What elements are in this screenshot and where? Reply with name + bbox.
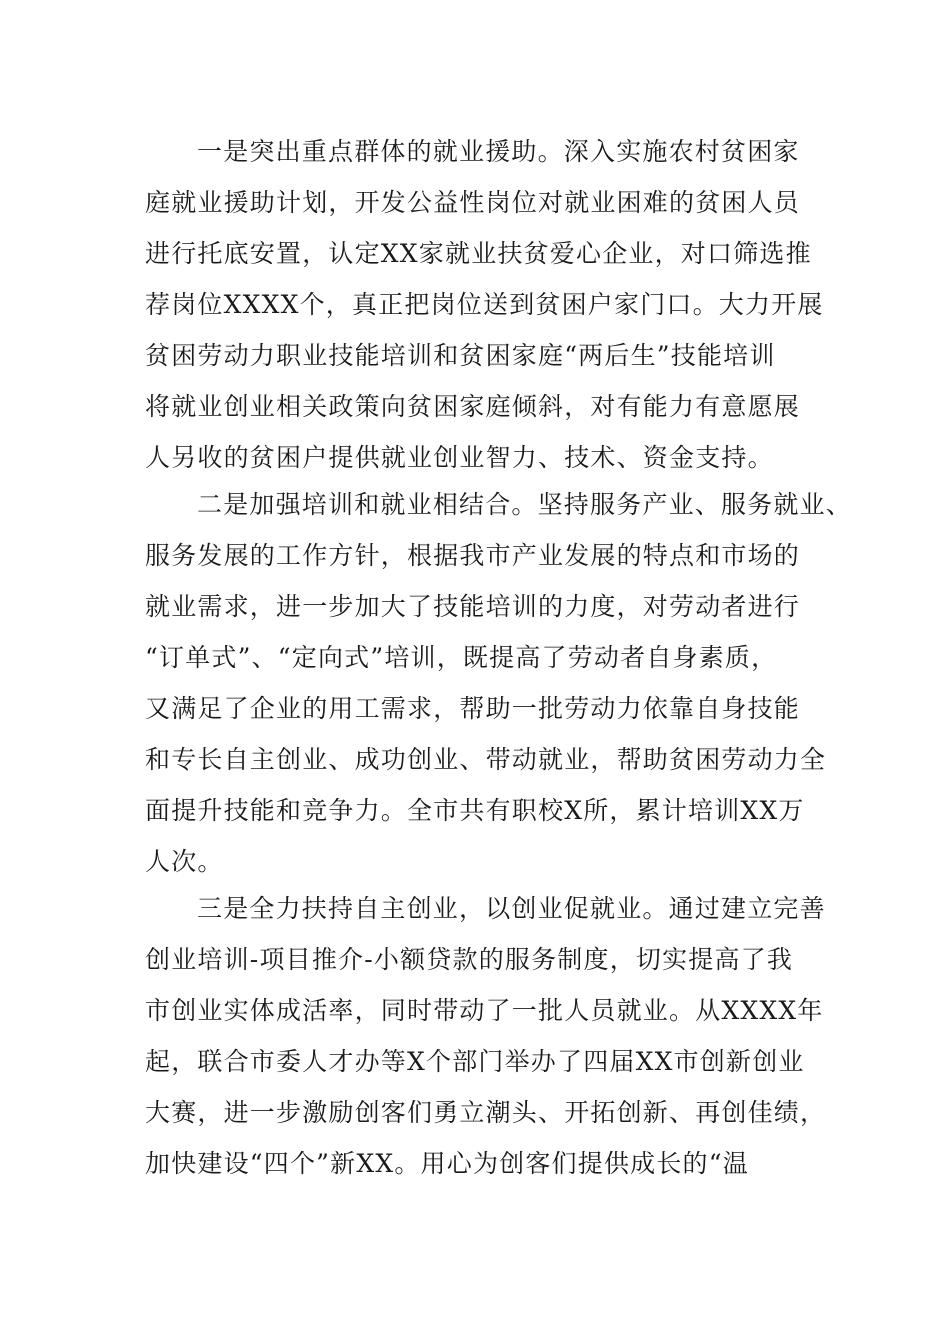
paragraph-line: 市创业实体成活率，同时带动了一批人员就业。从XXXX年	[145, 996, 824, 1025]
paragraph-line: 二是加强培训和就业相结合。坚持服务产业、服务就业、	[197, 490, 853, 519]
paragraph-line: 起，联合市委人才办等X个部门举办了四届XX市创新创业	[145, 1047, 805, 1076]
paragraph-line: 加快建设“四个”新XX。用心为创客们提供成长的“温	[145, 1149, 749, 1178]
paragraph-line: 将就业创业相关政策向贫困家庭倾斜，对有能力有意愿展	[145, 392, 801, 421]
paragraph-line: 庭就业援助计划，开发公益性岗位对就业困难的贫困人员	[145, 188, 801, 217]
paragraph-line: 三是全力扶持自主创业，以创业促就业。通过建立完善	[197, 894, 826, 923]
paragraph-line: 大赛，进一步激励创客们勇立潮头、开拓创新、再创佳绩，	[145, 1098, 827, 1127]
paragraph-line: 进行托底安置，认定XX家就业扶贫爱心企业，对口筛选推	[145, 239, 812, 268]
paragraph-line: 面提升技能和竞争力。全市共有职校X所，累计培训XX万	[145, 796, 805, 825]
paragraph-line: 就业需求，进一步加大了技能培训的力度，对劳动者进行	[145, 592, 801, 621]
paragraph-line: 荐岗位XXXX个，真正把岗位送到贫困户家门口。大力开展	[145, 290, 824, 319]
paragraph-employment-assistance	[145, 126, 824, 483]
paragraph-line: 贫困劳动力职业技能培训和贫困家庭“两后生”技能培训	[145, 341, 776, 370]
paragraph-training-employment	[145, 479, 853, 887]
paragraph-entrepreneurship	[145, 883, 827, 1189]
paragraph-line: 和专长自主创业、成功创业、带动就业，帮助贫困劳动力全	[145, 745, 827, 774]
paragraph-line: 创业培训-项目推介-小额贷款的服务制度，切实提高了我	[145, 945, 794, 974]
paragraph-line: 一是突出重点群体的就业援助。深入实施农村贫困家	[197, 137, 800, 166]
paragraph-line: 服务发展的工作方针，根据我市产业发展的特点和市场的	[145, 541, 801, 570]
paragraph-line: 人另收的贫困户提供就业创业智力、技术、资金支持。	[145, 443, 774, 472]
paragraph-line: “订单式”、“定向式”培训，既提高了劳动者自身素质，	[145, 643, 778, 672]
paragraph-line: 人次。	[145, 847, 224, 876]
paragraph-line: 又满足了企业的用工需求，帮助一批劳动力依靠自身技能	[145, 694, 801, 723]
